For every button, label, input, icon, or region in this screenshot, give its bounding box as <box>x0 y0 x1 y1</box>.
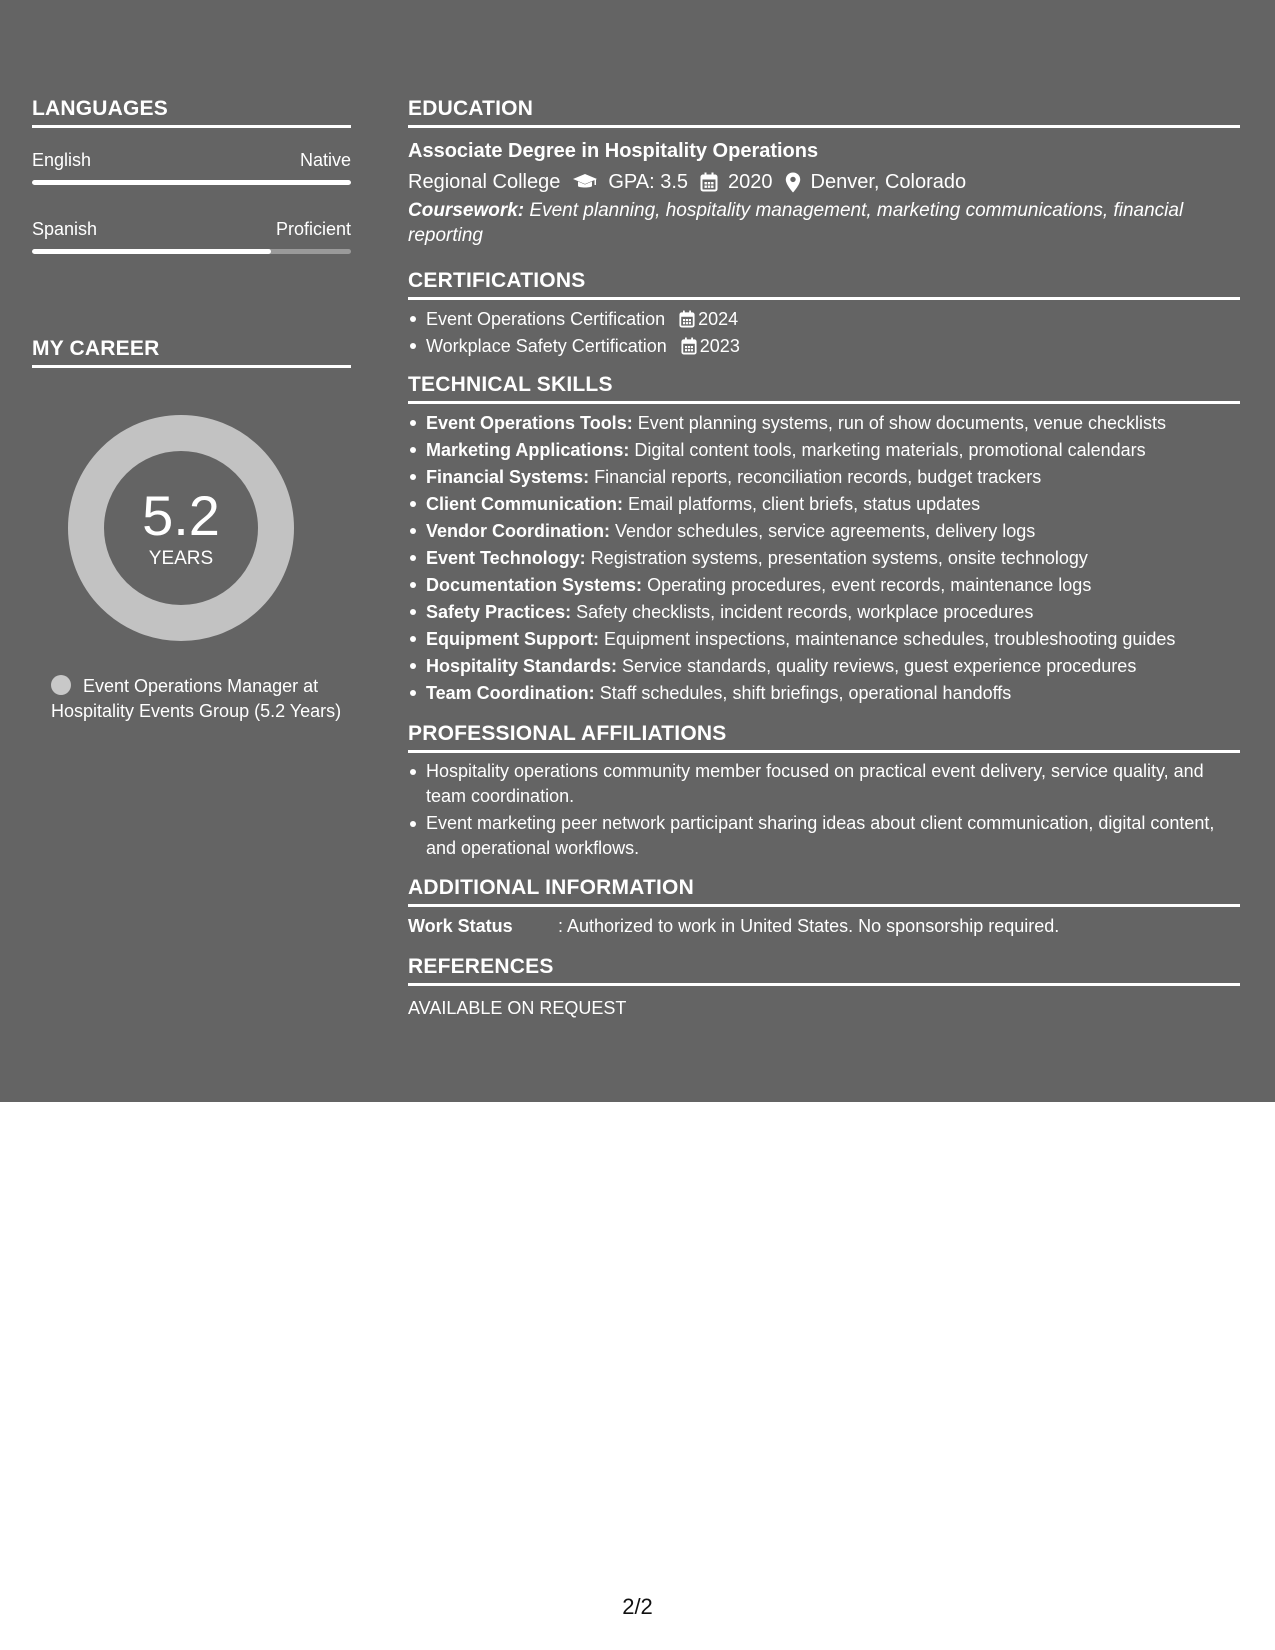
map-pin-icon <box>785 172 801 193</box>
education-meta <box>408 169 1240 195</box>
certification-year: 2024 <box>698 309 739 329</box>
career-entry-text: Event Operations Manager at Hospitality Events Group (5.2 Years) <box>51 676 342 721</box>
list-item: Hospitality operations community member focused on practical event delivery, service quality, and team coordination. <box>408 759 1240 809</box>
skill-text: Operating procedures, event records, maintenance logs <box>647 575 1092 595</box>
language-item <box>32 149 351 185</box>
section-divider <box>408 297 1240 300</box>
career-total-years: 5.2 <box>142 484 220 547</box>
skill-label: Equipment Support: <box>426 629 599 649</box>
career-legend-item <box>51 674 351 723</box>
skill-label: Vendor Coordination: <box>426 521 610 541</box>
main-column <box>408 96 1240 1020</box>
work-status-value: : Authorized to work in United States. No sponsorship required. <box>558 916 1060 936</box>
additional-information-section <box>408 875 1240 938</box>
graduation-year: 2020 <box>728 171 773 193</box>
career-section <box>32 336 351 368</box>
education-section <box>408 96 1240 248</box>
gpa-value: GPA: 3.5 <box>608 171 688 193</box>
skill-label: Hospitality Standards: <box>426 656 618 676</box>
professional-affiliations-section <box>408 721 1240 861</box>
list-item <box>408 518 1240 545</box>
list-item <box>408 464 1240 491</box>
sidebar-column <box>32 96 351 721</box>
technical-skills-section <box>408 372 1240 707</box>
page-number: 2/2 <box>622 1594 653 1619</box>
skill-text: Digital content tools, marketing materials, promotional calendars <box>634 440 1146 460</box>
skill-label: Safety Practices: <box>426 602 572 622</box>
skill-label: Event Technology: <box>426 548 586 568</box>
graduation-cap-icon <box>572 173 598 191</box>
work-status-row <box>408 914 1240 938</box>
list-item <box>408 333 1240 360</box>
degree-name: Associate Degree in Hospitality Operations <box>408 140 819 162</box>
coursework-text: Event planning, hospitality management, marketing communications, financial reporting <box>408 200 1184 246</box>
language-item <box>32 218 351 254</box>
language-level-bar <box>32 249 351 254</box>
section-divider <box>32 125 351 128</box>
section-divider <box>408 750 1240 753</box>
career-donut-chart <box>67 414 295 642</box>
calendar-icon <box>679 310 695 328</box>
references-title: REFERENCES <box>408 955 554 978</box>
skill-text: Service standards, quality reviews, guest experience procedures <box>622 656 1137 676</box>
list-item <box>408 626 1240 653</box>
certification-name: Workplace Safety Certification <box>426 336 667 356</box>
skill-text: Email platforms, client briefs, status updates <box>628 494 981 514</box>
language-level-fill <box>32 249 271 254</box>
school-name: Regional College <box>408 171 561 193</box>
affiliations-title: PROFESSIONAL AFFILIATIONS <box>408 722 727 745</box>
calendar-icon <box>700 172 718 192</box>
skill-text: Vendor schedules, service agreements, delivery logs <box>615 521 1036 541</box>
section-divider <box>32 365 351 368</box>
section-divider <box>408 401 1240 404</box>
list-item <box>408 680 1240 707</box>
references-section <box>408 954 1240 1020</box>
list-item <box>408 545 1240 572</box>
education-title: EDUCATION <box>408 97 534 120</box>
calendar-icon <box>681 337 697 355</box>
skills-list <box>408 410 1240 707</box>
certification-name: Event Operations Certification <box>426 309 666 329</box>
section-divider <box>408 125 1240 128</box>
skill-label: Marketing Applications: <box>426 440 630 460</box>
languages-section <box>32 96 351 254</box>
school-location: Denver, Colorado <box>810 171 967 193</box>
skill-label: Team Coordination: <box>426 683 595 703</box>
list-item <box>408 491 1240 518</box>
skill-label: Client Communication: <box>426 494 623 514</box>
list-item <box>408 599 1240 626</box>
section-divider <box>408 983 1240 986</box>
skill-label: Documentation Systems: <box>426 575 643 595</box>
technical-skills-title: TECHNICAL SKILLS <box>408 373 613 396</box>
skill-text: Event planning systems, run of show documents, venue checklists <box>637 413 1166 433</box>
language-level: Native <box>299 150 351 170</box>
additional-information-title: ADDITIONAL INFORMATION <box>408 876 694 899</box>
skill-text: Equipment inspections, maintenance schedules, troubleshooting guides <box>604 629 1176 649</box>
certifications-list <box>408 306 1240 360</box>
skill-label: Financial Systems: <box>426 467 590 487</box>
skill-text: Safety checklists, incident records, workplace procedures <box>576 602 1034 622</box>
language-level-fill <box>32 180 351 185</box>
section-divider <box>408 904 1240 907</box>
list-item <box>408 572 1240 599</box>
coursework <box>408 199 1240 248</box>
career-years-label: YEARS <box>148 548 214 569</box>
affiliations-list <box>408 759 1240 861</box>
list-item <box>408 653 1240 680</box>
language-name: English <box>32 150 92 170</box>
list-item <box>408 437 1240 464</box>
skill-label: Event Operations Tools: <box>426 413 633 433</box>
language-level-bar <box>32 180 351 185</box>
work-status-label: Work Status <box>408 916 513 936</box>
language-name: Spanish <box>32 219 98 239</box>
language-level: Proficient <box>275 219 351 239</box>
skill-text: Registration systems, presentation systems, onsite technology <box>590 548 1088 568</box>
certification-year: 2023 <box>699 336 740 356</box>
certifications-section <box>408 268 1240 360</box>
references-text: AVAILABLE ON REQUEST <box>408 998 627 1018</box>
list-item <box>408 306 1240 333</box>
skill-text: Staff schedules, shift briefings, operational handoffs <box>599 683 1012 703</box>
certifications-title: CERTIFICATIONS <box>408 269 586 292</box>
languages-title: LANGUAGES <box>32 97 168 120</box>
career-title: MY CAREER <box>32 337 160 360</box>
coursework-label: Coursework: <box>408 200 525 221</box>
skill-text: Financial reports, reconciliation records, budget trackers <box>594 467 1042 487</box>
list-item: Event marketing peer network participant sharing ideas about client communication, digital content, and operational workflows. <box>408 811 1240 861</box>
legend-dot <box>51 675 71 695</box>
list-item <box>408 410 1240 437</box>
